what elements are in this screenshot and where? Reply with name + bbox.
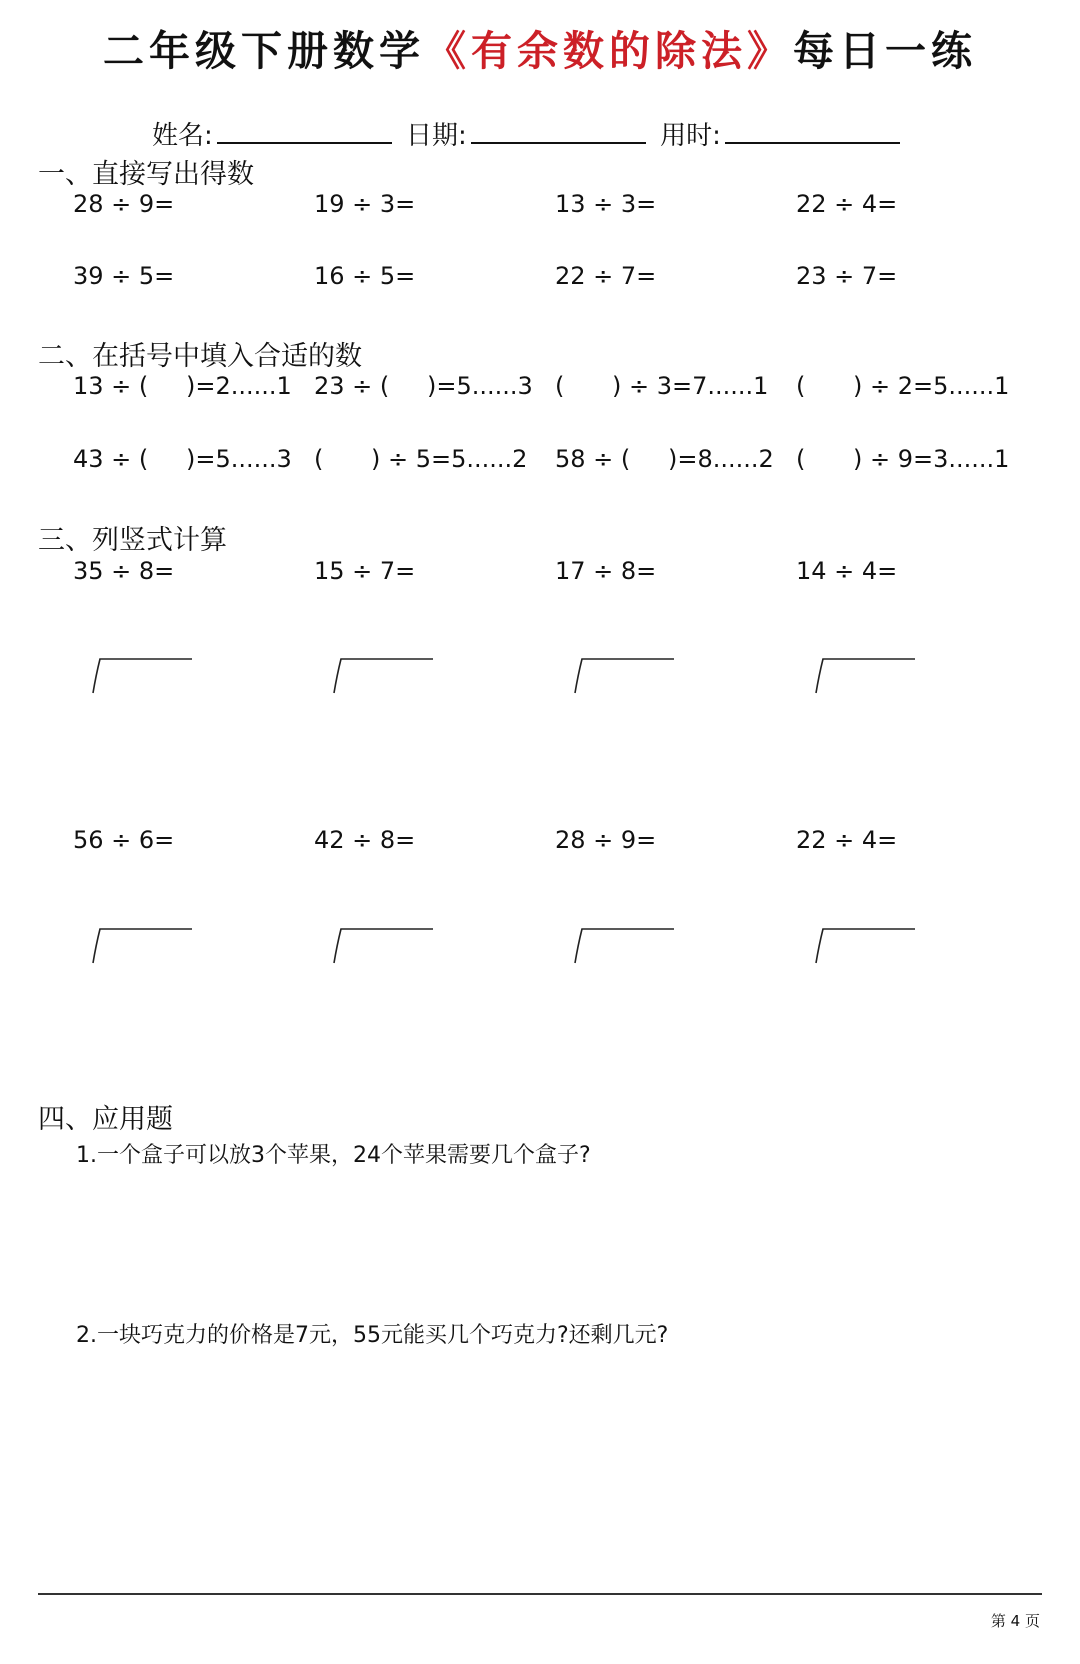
section-2-heading: 二、在括号中填入合适的数 [38, 341, 362, 372]
s1-problem: 28 ÷ 9= [73, 190, 175, 218]
time-blank[interactable] [725, 120, 900, 144]
s2-right: ) ÷ 3=7......1 [612, 372, 769, 400]
s2-problem [668, 445, 774, 473]
s2-problem [73, 372, 148, 400]
s3-problem: 14 ÷ 4= [796, 557, 898, 585]
s2-problem [853, 372, 1009, 400]
s2-problem [796, 372, 805, 400]
long-division-bracket [329, 655, 435, 697]
s2-left: 13 ÷ ( [73, 372, 149, 400]
s2-problem [853, 445, 1009, 473]
section-1-heading: 一、直接写出得数 [38, 159, 254, 190]
s2-left: ( [796, 445, 806, 473]
s2-right: )=5......3 [186, 445, 292, 473]
word-problem-1: 1.一个盒子可以放3个苹果，24个苹果需要几个盒子? [76, 1143, 591, 1168]
long-division-bracket [811, 925, 917, 967]
long-division-bracket [88, 925, 194, 967]
s2-left: ( [555, 372, 565, 400]
word-problem-2: 2.一块巧克力的价格是7元，55元能买几个巧克力?还剩几元? [76, 1323, 669, 1348]
name-label: 姓名: [152, 121, 213, 151]
s3-problem: 15 ÷ 7= [314, 557, 416, 585]
student-info [152, 115, 906, 152]
long-division-bracket [88, 655, 194, 697]
s1-problem: 13 ÷ 3= [555, 190, 657, 218]
s2-left: 23 ÷ ( [314, 372, 390, 400]
s3-problem: 22 ÷ 4= [796, 826, 898, 854]
s2-left: 58 ÷ ( [555, 445, 631, 473]
s1-problem: 16 ÷ 5= [314, 262, 416, 290]
s1-problem: 23 ÷ 7= [796, 262, 898, 290]
time-label: 用时: [660, 121, 721, 151]
s3-problem: 17 ÷ 8= [555, 557, 657, 585]
section-4-heading: 四、应用题 [38, 1104, 173, 1135]
s1-problem: 22 ÷ 4= [796, 190, 898, 218]
s3-problem: 42 ÷ 8= [314, 826, 416, 854]
worksheet-title [0, 18, 1080, 77]
s2-left: 43 ÷ ( [73, 445, 149, 473]
s2-problem [427, 372, 533, 400]
s1-problem: 22 ÷ 7= [555, 262, 657, 290]
s2-problem [555, 445, 630, 473]
s3-problem: 56 ÷ 6= [73, 826, 175, 854]
s3-problem: 28 ÷ 9= [555, 826, 657, 854]
s2-right: )=2......1 [186, 372, 292, 400]
long-division-bracket [570, 925, 676, 967]
date-blank[interactable] [471, 120, 646, 144]
s2-right: ) ÷ 5=5......2 [371, 445, 528, 473]
long-division-bracket [570, 655, 676, 697]
s2-problem [612, 372, 768, 400]
s2-problem [371, 445, 527, 473]
s2-right: ) ÷ 9=3......1 [853, 445, 1010, 473]
s2-left: ( [796, 372, 806, 400]
s2-problem [314, 372, 389, 400]
s1-problem: 19 ÷ 3= [314, 190, 416, 218]
s2-right: )=5......3 [427, 372, 533, 400]
s3-problem: 35 ÷ 8= [73, 557, 175, 585]
s1-problem: 39 ÷ 5= [73, 262, 175, 290]
s2-problem [186, 372, 292, 400]
title-suffix: 每日一练 [793, 27, 977, 75]
page-number: 第 4 页 [990, 1612, 1040, 1630]
long-division-bracket [329, 925, 435, 967]
s2-right: ) ÷ 2=5......1 [853, 372, 1010, 400]
s2-problem [796, 445, 805, 473]
section-3-heading: 三、列竖式计算 [38, 525, 227, 556]
s2-problem [555, 372, 564, 400]
title-prefix: 二年级下册数学 [103, 27, 425, 75]
title-highlight: 《有余数的除法》 [425, 27, 793, 75]
date-label: 日期: [406, 121, 467, 151]
long-division-bracket [811, 655, 917, 697]
name-blank[interactable] [217, 120, 392, 144]
s2-problem [186, 445, 292, 473]
s2-left: ( [314, 445, 324, 473]
footer-divider [38, 1593, 1042, 1595]
s2-problem [314, 445, 323, 473]
s2-right: )=8......2 [668, 445, 774, 473]
s2-problem [73, 445, 148, 473]
